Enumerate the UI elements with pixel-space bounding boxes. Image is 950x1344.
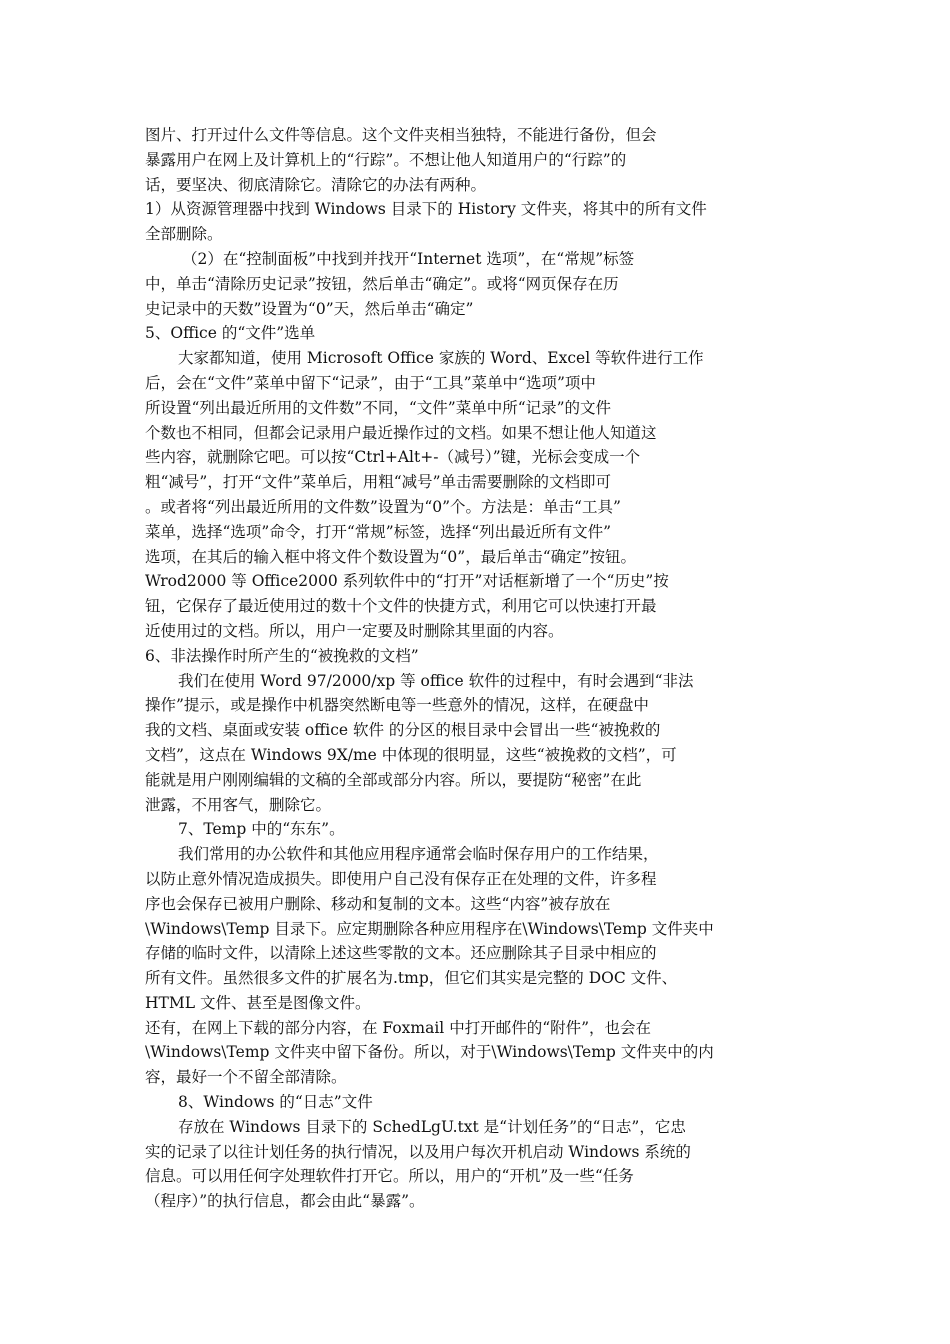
text-line: 以防止意外情况造成损失。即使用户自己没有保存正在处理的文件，许多程 <box>145 869 657 888</box>
text-line: 实的记录了以往计划任务的执行情况，以及用户每次开机启动 Windows 系统的 <box>145 1142 691 1161</box>
text-line: 存储的临时文件，以清除上述这些零散的文本。还应删除其子目录中相应的 <box>145 944 657 963</box>
text-line: （2）在“控制面板”中找到并找开“Internet 选项”，在“常规”标签 <box>182 249 635 268</box>
text-line: 大家都知道，使用 Microsoft Office 家族的 Word、Excel 等软件进行工作 <box>178 349 704 368</box>
text-line: HTML 文件、甚至是图像文件。 <box>145 993 371 1012</box>
text-line: 容，最好一个不留全部清除。 <box>145 1068 347 1087</box>
text-line: 1）从资源管理器中找到 Windows 目录下的 History 文件夹，将其中的所有文件 <box>145 200 707 219</box>
text-line: 6、非法操作时所产生的“被挽救的文档” <box>145 646 419 665</box>
text-line: 信息。可以用任何字处理软件打开它。所以，用户的“开机”及一些“任务 <box>145 1167 634 1186</box>
text-line: 存放在 Windows 目录下的 SchedLgU.txt 是“计划任务”的“日志”，它忠 <box>178 1117 686 1136</box>
text-line: 操作”提示，或是操作中机器突然断电等一些意外的情况，这样，在硬盘中 <box>145 696 649 715</box>
text-line: 文档”，这点在 Windows 9X/me 中体现的很明显，这些“被挽救的文档”，可 <box>145 745 677 764</box>
text-line: 泄露，不用客气，删除它。 <box>145 795 332 814</box>
text-line: 粗“减号”，打开“文件”菜单后，用粗“减号”单击需要删除的文档即可 <box>145 473 612 492</box>
text-line: 钮，它保存了最近使用过的数十个文件的快捷方式，利用它可以快速打开最 <box>145 597 657 616</box>
text-line: 近使用过的文档。所以，用户一定要及时删除其里面的内容。 <box>145 621 564 640</box>
text-line: 5、Office 的“文件”选单 <box>145 324 316 343</box>
text-line: 我们在使用 Word 97/2000/xp 等 office 软件的过程中，有时会遇到“非法 <box>178 671 694 690</box>
text-line: 史记录中的天数”设置为“0”天，然后单击“确定” <box>145 299 474 318</box>
text-line: 全部删除。 <box>145 225 223 244</box>
text-line: 些内容，就删除它吧。可以按“Ctrl+Alt+-（减号）”键，光标会变成一个 <box>145 448 641 467</box>
text-line: 能就是用户刚刚编辑的文稿的全部或部分内容。所以，要提防“秘密”在此 <box>145 770 642 789</box>
text-line: 选项，在其后的输入框中将文件个数设置为“0”，最后单击“确定”按钮。 <box>145 547 637 566</box>
text-line: 中，单击“清除历史记录”按钮，然后单击“确定”。或将“网页保存在历 <box>145 274 619 293</box>
text-line: 还有，在网上下载的部分内容，在 Foxmail 中打开邮件的“附件”，也会在 <box>145 1018 652 1037</box>
text-line: 图片、打开过什么文件等信息。这个文件夹相当独特，不能进行备份，但会 <box>145 126 657 144</box>
text-line: 。或者将“列出最近所用的文件数”设置为“0”个。方法是：单击“工具” <box>145 497 621 516</box>
text-line: 我们常用的办公软件和其他应用程序通常会临时保存用户的工作结果， <box>178 845 659 864</box>
text-line: 个数也不相同，但都会记录用户最近操作过的文档。如果不想让他人知道这 <box>145 423 657 442</box>
text-line: 8、Windows 的“日志”文件 <box>178 1093 373 1112</box>
document-body <box>145 123 720 1214</box>
text-line: 菜单，选择“选项”命令，打开“常规”标签，选择“列出最近所有文件” <box>145 522 612 541</box>
text-line: 序也会保存已被用户删除、移动和复制的文本。这些“内容”被存放在 <box>145 894 611 913</box>
text-line: 所有文件。虽然很多文件的扩展名为.tmp，但它们其实是完整的 DOC 文件、 <box>145 969 678 988</box>
text-line: 所设置“列出最近所用的文件数”不同，“文件”菜单中所“记录”的文件 <box>145 398 612 417</box>
text-line: 话，要坚决、彻底清除它。清除它的办法有两种。 <box>145 175 487 194</box>
text-line: 我的文档、桌面或安装 office 软件 的分区的根目录中会冒出一些“被挽救的 <box>145 721 661 740</box>
text-line: 后，会在“文件”菜单中留下“记录”，由于“工具”菜单中“选项”项中 <box>145 373 596 392</box>
text-line: （程序）”的执行信息，都会由此“暴露”。 <box>145 1192 425 1211</box>
text-line: 7、Temp 中的“东东”。 <box>178 820 345 839</box>
text-line: \Windows\Temp 文件夹中留下备份。所以，对于\Windows\Temp 文件夹中的内 <box>145 1043 714 1062</box>
text-line: \Windows\Temp 目录下。应定期删除各种应用程序在\Windows\Temp 文件夹中 <box>145 919 714 938</box>
text-line: 暴露用户在网上及计算机上的“行踪”。不想让他人知道用户的“行踪”的 <box>145 150 627 169</box>
text-line: Wrod2000 等 Office2000 系列软件中的“打开”对话框新增了一个“历史”按 <box>145 572 669 591</box>
